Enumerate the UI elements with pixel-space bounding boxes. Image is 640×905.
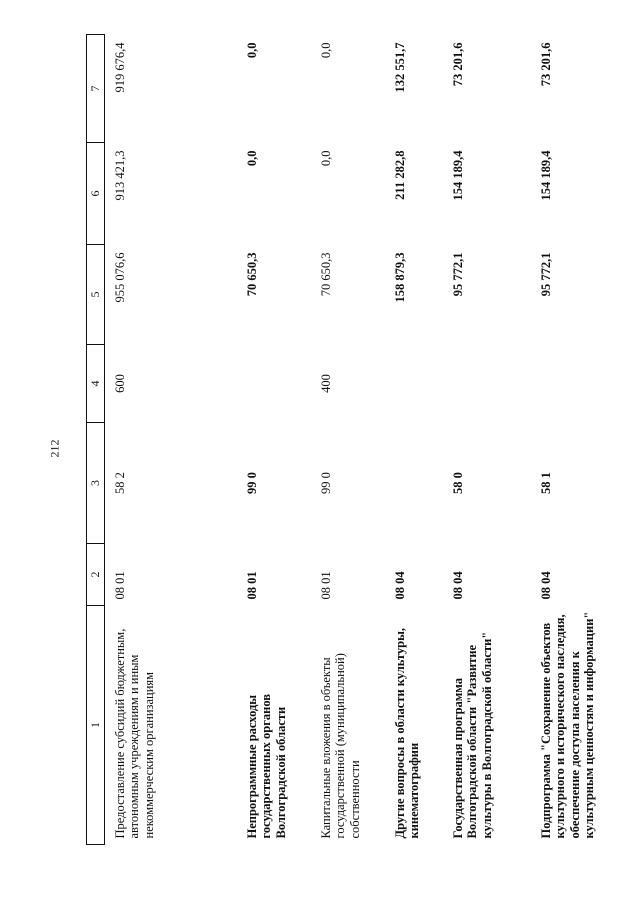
row-value-5: 158 879,3 bbox=[393, 252, 407, 303]
row-value-7: 919 676,4 bbox=[113, 42, 127, 93]
row-section: 08 04 bbox=[451, 571, 465, 600]
row-article: 58 2 bbox=[113, 472, 127, 494]
row-name: Капитальные вложения в объекты государственной (муниципальной) собственности bbox=[319, 653, 362, 839]
header-row bbox=[87, 35, 105, 845]
row-name: Подпрограмма "Сохранение объектов культурного и исторического наследия, обеспечение доступа населения к культурным ценностям и информации" bbox=[539, 611, 597, 839]
header-cell: 6 bbox=[87, 143, 105, 245]
row-section: 08 01 bbox=[245, 571, 259, 600]
row-type bbox=[237, 345, 311, 423]
table-row bbox=[105, 35, 238, 845]
row-value-6: 154 189,4 bbox=[539, 150, 553, 201]
table-row bbox=[385, 35, 443, 845]
row-name: Другие вопросы в области культуры, кинематографии bbox=[393, 628, 422, 839]
row-section: 08 04 bbox=[393, 571, 407, 600]
row-value-7: 0,0 bbox=[319, 42, 333, 59]
row-section: 08 04 bbox=[539, 571, 553, 600]
row-value-6: 154 189,4 bbox=[451, 150, 465, 201]
row-value-5: 95 772,1 bbox=[451, 252, 465, 297]
row-type: 600 bbox=[113, 374, 127, 393]
header-cell: 5 bbox=[87, 245, 105, 345]
row-value-5: 70 650,3 bbox=[245, 252, 259, 297]
row-article bbox=[385, 423, 443, 544]
header-cell: 1 bbox=[87, 606, 105, 845]
row-value-6: 913 421,3 bbox=[113, 150, 127, 201]
row-name: Непрограммные расходы государственных органов Волгоградской области bbox=[245, 693, 288, 839]
page-number: 212 bbox=[47, 439, 62, 458]
row-type bbox=[531, 345, 635, 423]
budget-table bbox=[86, 34, 635, 845]
row-article: 99 0 bbox=[245, 472, 259, 494]
row-value-5: 955 076,6 bbox=[113, 252, 127, 303]
row-value-7: 0,0 bbox=[245, 42, 259, 59]
row-value-5: 70 650,3 bbox=[319, 252, 333, 297]
row-value-6: 0,0 bbox=[319, 150, 333, 167]
row-article: 58 1 bbox=[539, 472, 553, 494]
row-value-5: 95 772,1 bbox=[539, 252, 553, 297]
row-name: Государственная программа Волгоградской области "Развитие культуры в Волгоградской области" bbox=[451, 631, 494, 839]
table-row bbox=[531, 35, 635, 845]
row-value-7: 73 201,6 bbox=[539, 42, 553, 87]
row-section: 08 01 bbox=[113, 571, 127, 600]
row-article: 99 0 bbox=[319, 472, 333, 494]
header-cell: 3 bbox=[87, 423, 105, 544]
table-row bbox=[237, 35, 311, 845]
header-cell: 4 bbox=[87, 345, 105, 423]
row-section: 08 01 bbox=[319, 571, 333, 600]
row-name: Предоставление субсидий бюджетным, автономным учреждениям и иным некоммерческим организациям bbox=[113, 628, 156, 839]
budget-table-rotated bbox=[86, 35, 597, 845]
row-type: 400 bbox=[319, 374, 333, 393]
header-cell: 2 bbox=[87, 544, 105, 606]
row-type bbox=[443, 345, 531, 423]
row-value-6: 211 282,8 bbox=[393, 150, 407, 200]
header-cell: 7 bbox=[87, 35, 105, 143]
row-value-7: 132 551,7 bbox=[393, 42, 407, 93]
row-value-6: 0,0 bbox=[245, 150, 259, 167]
table-row bbox=[443, 35, 531, 845]
row-type bbox=[385, 345, 443, 423]
row-value-7: 73 201,6 bbox=[451, 42, 465, 87]
table-row bbox=[311, 35, 385, 845]
row-article: 58 0 bbox=[451, 472, 465, 494]
